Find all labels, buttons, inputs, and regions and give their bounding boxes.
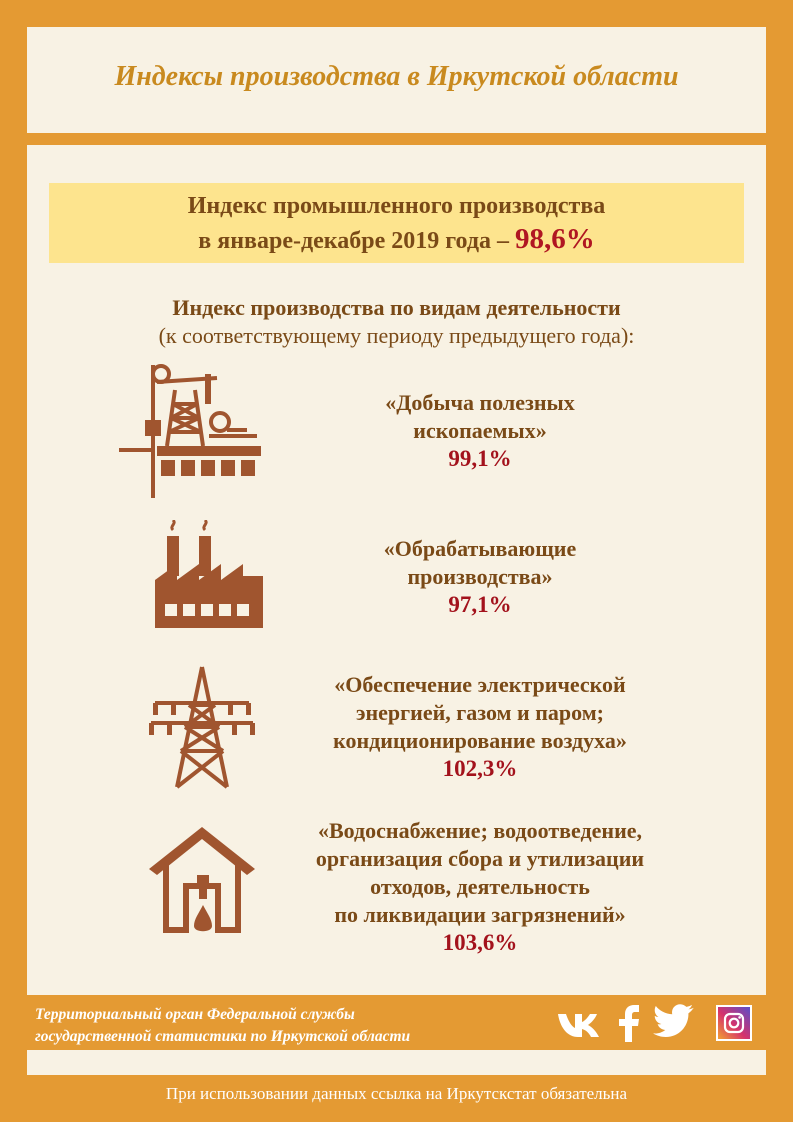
header-panel xyxy=(27,27,766,133)
headline-line-1: Индекс промышленного производства xyxy=(187,193,606,219)
activity-label-line: энергией, газом и паром; xyxy=(355,700,605,725)
main-panel xyxy=(27,145,766,995)
headline-line-2: в январе-декабре 2019 года – xyxy=(198,228,509,254)
activity-item xyxy=(327,389,633,473)
activity-label-line: «Водоснабжение; водоотведение, xyxy=(317,818,643,843)
activity-value: 103,6% xyxy=(442,930,518,955)
footer-organization xyxy=(35,1004,410,1048)
activity-label-line: производства» xyxy=(407,564,553,589)
activity-label-line: ископаемых» xyxy=(413,418,547,443)
activity-value: 97,1% xyxy=(448,592,512,617)
activity-value: 99,1% xyxy=(448,446,512,471)
oil-pump-icon xyxy=(117,360,267,500)
headline-index-box xyxy=(49,183,744,263)
page-title: Индексы производства в Иркутской области xyxy=(114,61,679,92)
activity-item xyxy=(277,671,683,783)
house-water-icon xyxy=(147,825,257,940)
activity-value: 102,3% xyxy=(442,756,518,781)
activity-label-line: кондиционирование воздуха» xyxy=(333,728,627,753)
citation-note: При использовании данных ссылка на Иркутскстат обязательна xyxy=(165,1084,628,1103)
factory-icon xyxy=(147,520,267,630)
bottom-strip xyxy=(27,1050,766,1075)
activity-label-line: «Обеспечение электрической xyxy=(334,672,626,697)
activity-item xyxy=(277,817,683,957)
activity-label-line: отходов, деятельность xyxy=(370,874,590,899)
activity-label-line: «Добыча полезных xyxy=(385,390,575,415)
twitter-icon[interactable] xyxy=(653,1000,697,1048)
vk-icon[interactable] xyxy=(555,1000,603,1048)
activity-label-line: организация сбора и утилизации xyxy=(315,846,645,871)
section-subtitle: (к соответствующему периоду предыдущего года): xyxy=(158,323,635,348)
footer-line-2: государственной статистики по Иркутской области xyxy=(35,1028,411,1045)
footer-line-1: Территориальный орган Федеральной службы xyxy=(35,1006,355,1023)
power-tower-icon xyxy=(147,665,257,790)
activity-item xyxy=(327,535,633,619)
activity-label-line: по ликвидации загрязнений» xyxy=(334,902,626,927)
section-title: Индекс производства по видам деятельности xyxy=(172,295,621,320)
activity-label-line: «Обрабатывающие xyxy=(383,536,577,561)
footer xyxy=(27,1000,766,1048)
instagram-icon[interactable] xyxy=(715,1004,753,1042)
facebook-icon[interactable] xyxy=(613,1000,645,1048)
headline-value: 98,6% xyxy=(514,223,595,255)
